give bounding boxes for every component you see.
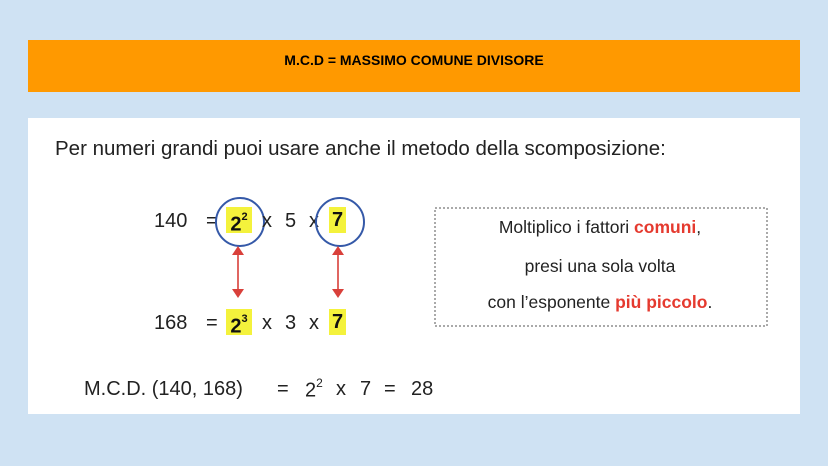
result-equals2: = <box>384 378 396 400</box>
result-power: $2^2$ <box>305 376 323 402</box>
row2-factor-power: $2^3$ <box>226 309 252 335</box>
page-title: M.C.D = MASSIMO COMUNE DIVISORE <box>284 52 544 68</box>
result-times: x <box>336 378 346 400</box>
row2-times1: x <box>262 312 272 334</box>
row1-factor3: 7 <box>329 207 346 233</box>
note-line2: presi una sola volta <box>524 256 676 276</box>
row2-times2: x <box>309 312 319 334</box>
note-line3: con l’esponente più piccolo. <box>487 292 713 312</box>
result-label: M.C.D. (140, 168) <box>84 378 243 400</box>
note-emphasis-comuni: comuni <box>634 217 697 237</box>
row1-times1: x <box>262 210 272 232</box>
row2-number: 168 <box>154 312 188 334</box>
title-banner <box>28 40 800 92</box>
intro-text: Per numeri grandi puoi usare anche il metodo della scomposizione: <box>55 137 666 160</box>
note-emphasis-piu-piccolo: più piccolo <box>615 292 708 312</box>
row1-number: 140 <box>154 210 188 232</box>
row2-factor2: 3 <box>285 312 297 334</box>
content-panel <box>28 118 800 414</box>
note-line1: Moltiplico i fattori comuni, <box>498 217 702 237</box>
double-arrows <box>223 246 353 298</box>
result-equals1: = <box>277 378 289 400</box>
row1-equals: = <box>206 210 218 232</box>
row1-times2: x <box>309 210 319 232</box>
result-value: 28 <box>411 378 434 400</box>
row1-factor-power: $2^2$ <box>226 207 252 233</box>
arrow-factor7 <box>332 246 344 298</box>
row1-factor2: 5 <box>285 210 297 232</box>
row2-equals: = <box>206 312 218 334</box>
row2-factor3: 7 <box>329 309 346 335</box>
result-factor: 7 <box>360 378 372 400</box>
arrow-factor2 <box>232 246 244 298</box>
